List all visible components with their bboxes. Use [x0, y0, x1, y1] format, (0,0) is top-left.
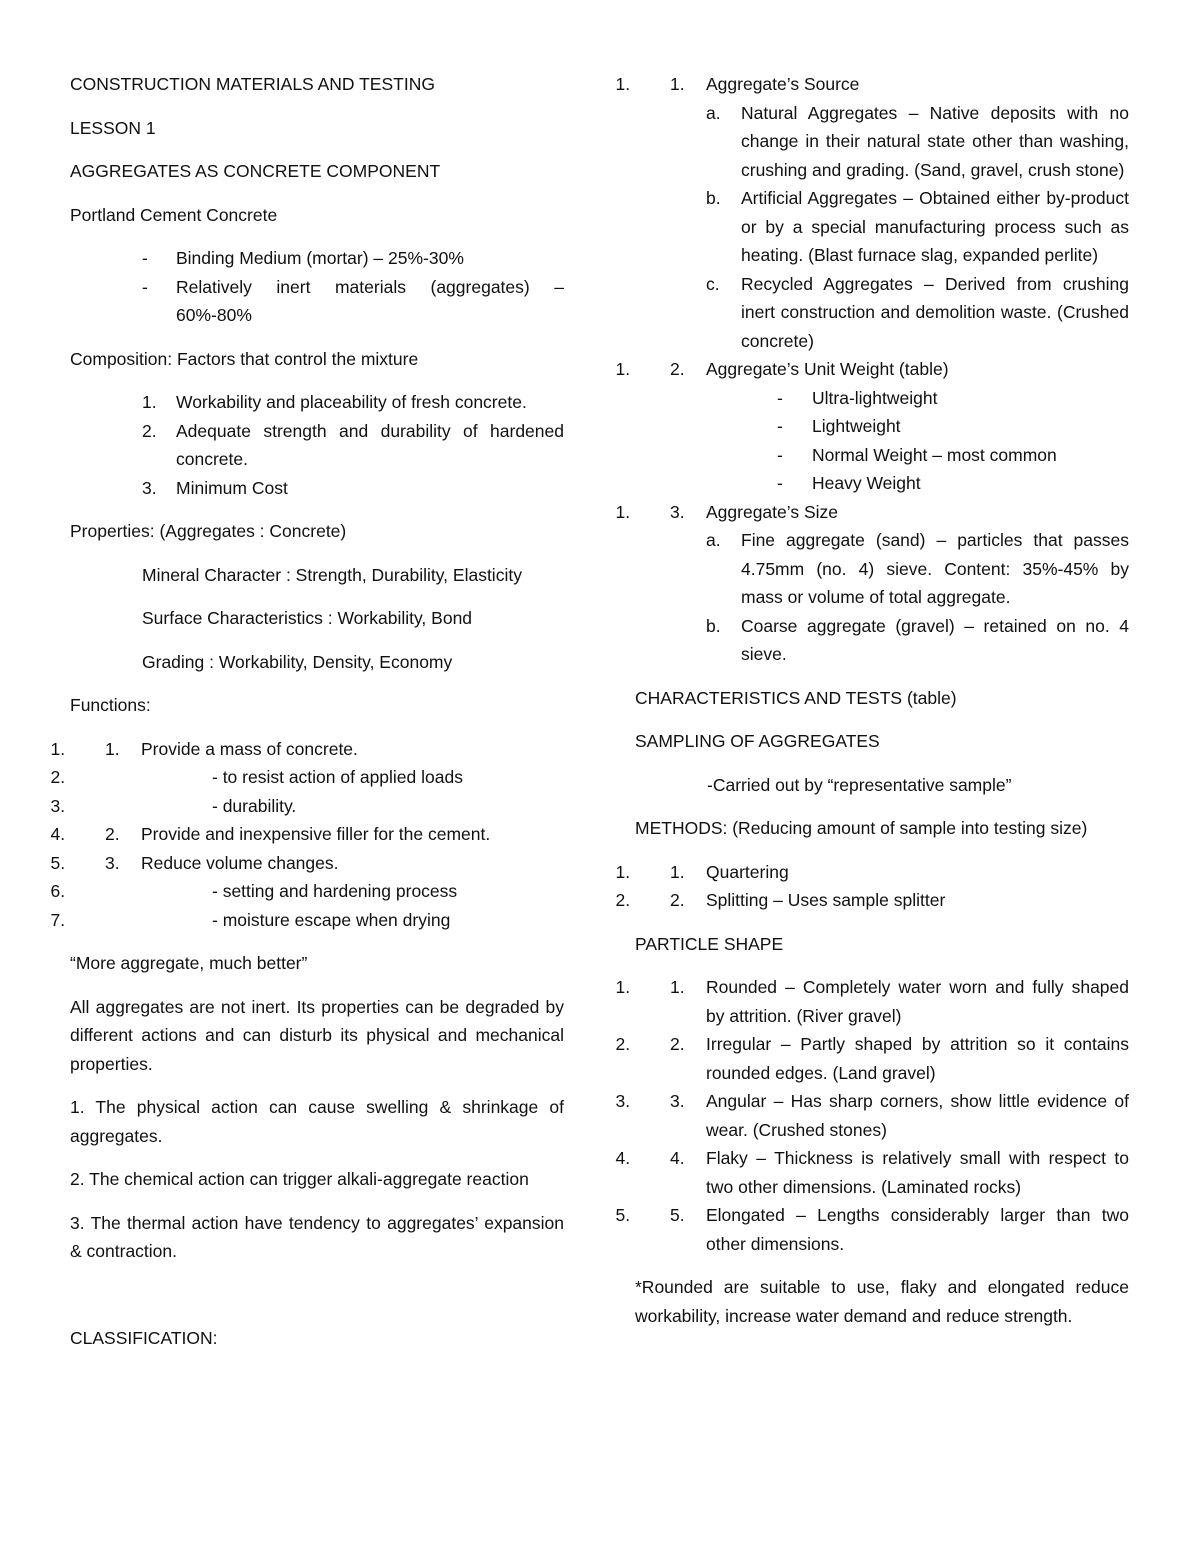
- source-list: [635, 99, 1129, 356]
- list-item: - Relatively inert materials (aggregates) – 60%-80%: [70, 273, 564, 330]
- composition-list: [70, 388, 564, 502]
- list-item: 1. 1. Provide a mass of concrete.: [70, 735, 564, 764]
- list-item: - Lightweight: [635, 412, 1129, 441]
- sub-item: 3. - durability.: [70, 792, 564, 821]
- list-item: 4. 2. Provide and inexpensive filler for the cement.: [70, 820, 564, 849]
- inert-paragraph: All aggregates are not inert. Its properties can be degraded by different actions and can disturb its physical and mechanical properties.: [70, 996, 564, 1074]
- list-item: 3. 3. Angular – Has sharp corners, show little evidence of wear. (Crushed stones): [635, 1087, 1129, 1144]
- size-list: [635, 526, 1129, 669]
- list-item: 1. 3. Aggregate’s Size: [635, 498, 1129, 527]
- list-item: - Binding Medium (mortar) – 25%-30%: [70, 244, 564, 273]
- sub-item: 7. - moisture escape when drying: [70, 906, 564, 935]
- methods-list: [635, 858, 1129, 915]
- classification-list: [635, 70, 1129, 99]
- sampling-heading: SAMPLING OF AGGREGATES: [635, 731, 880, 751]
- list-item: 3. Minimum Cost: [142, 477, 288, 498]
- quote: “More aggregate, much better”: [70, 953, 308, 973]
- shape-list: [635, 973, 1129, 1258]
- left-column: [70, 70, 564, 1352]
- list-item: a. Natural Aggregates – Native deposits with no change in their natural state other than washing, crushing and grading. (Sand, gravel, crush stone): [706, 102, 1129, 180]
- sub-item: 6. - setting and hardening process: [70, 877, 564, 906]
- unit-weight-list: [635, 384, 1129, 498]
- list-item: 1. 1. Aggregate’s Source: [635, 70, 1129, 99]
- shape-note: *Rounded are suitable to use, flaky and elongated reduce workability, increase water demand and reduce strength.: [635, 1277, 1129, 1326]
- action-chemical: 2. The chemical action can trigger alkali-aggregate reaction: [70, 1169, 529, 1189]
- sampling-note: -Carried out by “representative sample”: [707, 774, 1012, 795]
- list-item: c. Recycled Aggregates – Derived from crushing inert construction and demolition waste. (Crushed concrete): [706, 273, 1129, 351]
- right-column: [635, 70, 1129, 1330]
- pcc-list: [70, 244, 564, 330]
- list-item: 1. 2. Aggregate’s Unit Weight (table): [635, 355, 1129, 384]
- composition-heading: Composition: Factors that control the mixture: [70, 348, 419, 369]
- list-item: 2. 2. Splitting – Uses sample splitter: [635, 886, 1129, 915]
- properties-heading: Properties: (Aggregates : Concrete): [70, 521, 347, 541]
- property-grading: Grading : Workability, Density, Economy: [142, 651, 453, 672]
- property-mineral: Mineral Character : Strength, Durability, Elasticity: [142, 564, 522, 585]
- list-item: b. Artificial Aggregates – Obtained either by-product or by a special manufacturing process such as heating. (Blast furnace slag, expanded perlite): [706, 188, 1129, 265]
- section-heading: AGGREGATES AS CONCRETE COMPONENT: [70, 161, 441, 181]
- particle-heading: PARTICLE SHAPE: [635, 933, 784, 954]
- list-item: a. Fine aggregate (sand) – particles that passes 4.75mm (no. 4) sieve. Content: 35%-45% by mass or volume of total aggregate.: [706, 530, 1129, 607]
- list-item: 1. 1. Rounded – Completely water worn and fully shaped by attrition. (River gravel): [635, 973, 1129, 1030]
- char-tests-heading: CHARACTERISTICS AND TESTS (table): [635, 687, 957, 708]
- list-item: 2. 2. Irregular – Partly shaped by attrition so it contains rounded edges. (Land gravel): [635, 1030, 1129, 1087]
- classification-list-3: [635, 498, 1129, 527]
- list-item: - Normal Weight – most common: [635, 441, 1129, 470]
- property-surface: Surface Characteristics : Workability, Bond: [142, 608, 473, 628]
- classification-list-2: [635, 355, 1129, 384]
- list-item: - Heavy Weight: [635, 469, 1129, 498]
- methods-heading: METHODS: (Reducing amount of sample into testing size): [635, 818, 1088, 838]
- functions-list: [70, 735, 564, 935]
- action-thermal: 3. The thermal action have tendency to aggregates’ expansion & contraction.: [70, 1212, 564, 1261]
- classification-heading: CLASSIFICATION:: [70, 1327, 218, 1348]
- list-item: b. Coarse aggregate (gravel) – retained on no. 4 sieve.: [706, 615, 1129, 664]
- action-physical: 1. The physical action can cause swelling & shrinkage of aggregates.: [70, 1097, 564, 1146]
- sub-item: 2. - to resist action of applied loads: [70, 763, 564, 792]
- functions-heading: Functions:: [70, 695, 151, 715]
- pcc-heading: Portland Cement Concrete: [70, 204, 278, 225]
- list-item: 4. 4. Flaky – Thickness is relatively small with respect to two other dimensions. (Laminated rocks): [635, 1144, 1129, 1201]
- list-item: - Ultra-lightweight: [635, 384, 1129, 413]
- doc-title: CONSTRUCTION MATERIALS AND TESTING: [70, 74, 435, 94]
- lesson-label: LESSON 1: [70, 117, 156, 138]
- list-item: 1. Workability and placeability of fresh concrete.: [142, 392, 527, 412]
- list-item: 5. 5. Elongated – Lengths considerably larger than two other dimensions.: [635, 1201, 1129, 1258]
- list-item: 5. 3. Reduce volume changes.: [70, 849, 564, 878]
- list-item: 1. 1. Quartering: [635, 858, 1129, 887]
- list-item: 2. Adequate strength and durability of hardened concrete.: [142, 420, 564, 469]
